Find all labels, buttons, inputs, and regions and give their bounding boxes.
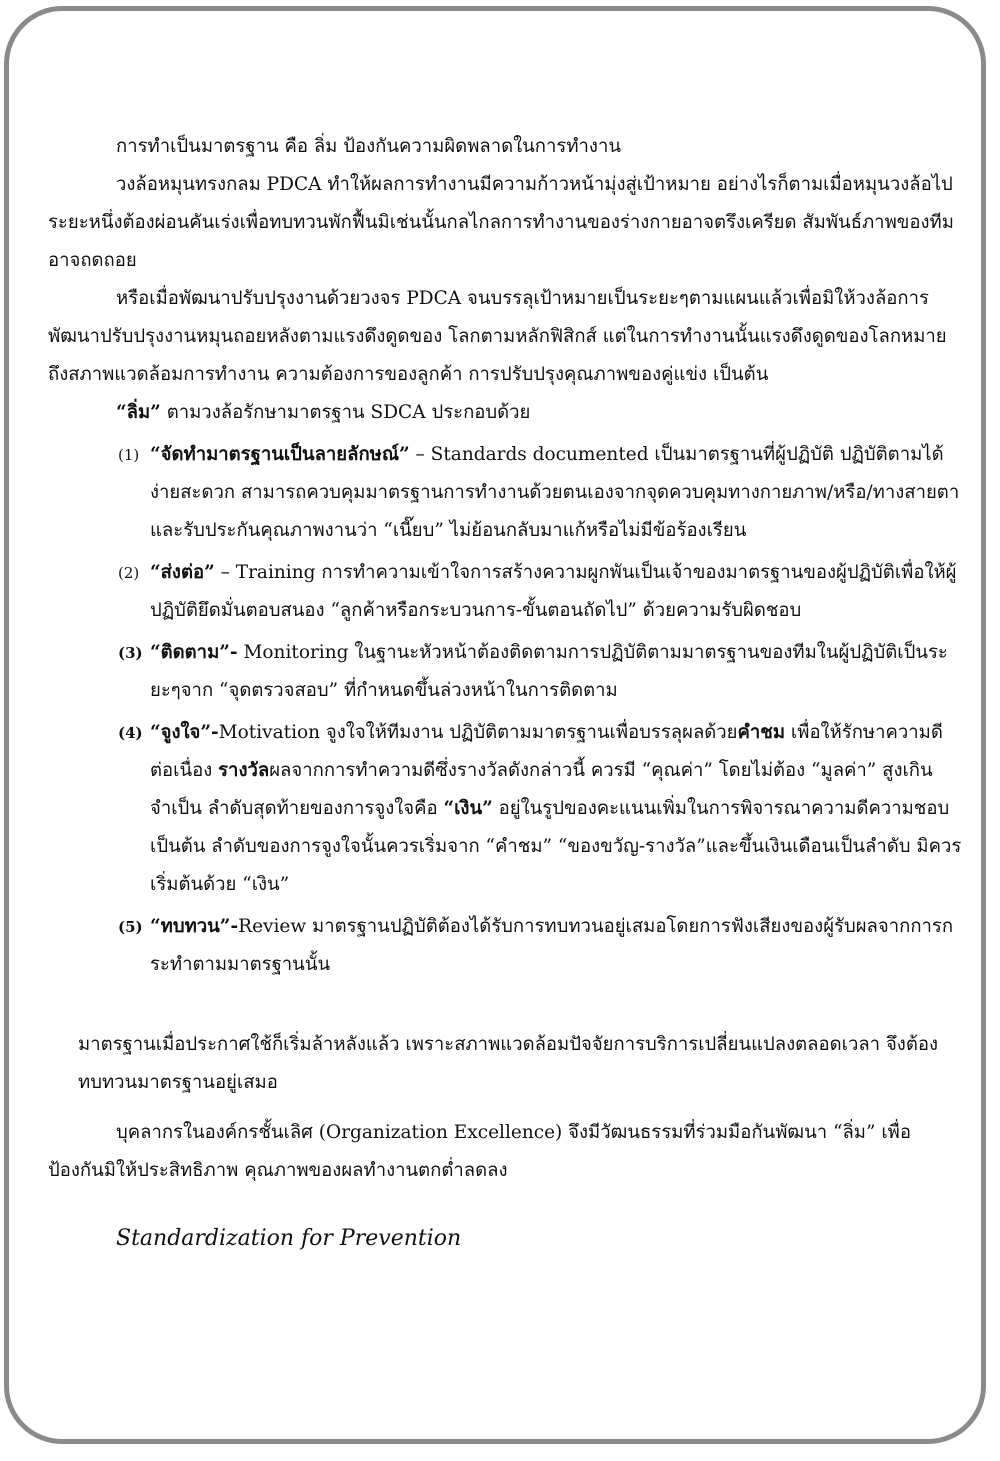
list-item-text: Motivation จูงใจให้ทีมงาน ปฏิบัติตามมาตรฐานเพื่อบรรลุผลด้วย [218,722,738,743]
document-body [48,128,963,1258]
pdca-paragraph: วงล้อหมุนทรงกลม PDCA ทำให้ผลการทำงานมีความก้าวหน้ามุ่งสู่เป้าหมาย อย่างไรก็ตามเมื่อหมุนวงล้อไประยะหนึ่งต้องผ่อนคันเร่งเพื่อทบทวนพักฟื้นมิเช่นนั้นกลไกลการทำงานของร่างกายอาจตรึงเครียด สัมพันธ์ภาพของทีมอาจถดถอย [48,174,954,271]
list-item-text: Monitoring ในฐานะหัวหน้าต้องติดตามการปฏิบัติตามมาตรฐานของทีมในผู้ปฏิบัติเป็นระยะๆจาก “จุดตรวจสอบ” ที่กำหนดขึ้นล่วงหน้าในการติดตาม [150,642,948,701]
list-item-title: “ส่งต่อ” [150,562,215,583]
list-item-text: เพื่อให้รักษาความดีต่อเนื่อง [150,722,943,781]
list-item-title: “ติดตาม”- [150,642,238,663]
closing-title: Standardization for Prevention [116,1226,462,1251]
list-item-emphasis: รางวัล [218,760,270,781]
pdca-improvement-paragraph: หรือเมื่อพัฒนาปรับปรุงงานด้วยวงจร PDCA จนบรรลุเป้าหมายเป็นระยะๆตามแผนแล้วเพื่อมิให้วงล้อการพัฒนาปรับปรุงงานหมุนถอยหลังตามแรงดึงดูดของ โลกตามหลักฟิสิกส์ แต่ในการทำงานนั้นแรงดึงดูดของโลกหมายถึงสภาพแวดล้อมการทำงาน ความต้องการของลูกค้า การปรับปรุงคุณภาพของคู่แข่ง เป็นต้น [48,288,947,385]
list-item-text: อยู่ในรูปของคะแนนเพิ่มในการพิจารณาความดีความชอบเป็นต้น ลำดับของการจูงใจนั้นควรเริ่มจาก “คำชม” “ของขวัญ-รางวัล”และขึ้นเงินเดือนเป็นลำดับ มิควรเริ่มต้นด้วย “เงิน” [150,798,962,895]
section-gap [48,988,963,1026]
list-item-title: “จูงใจ”- [150,722,219,743]
conclusion-paragraph: มาตรฐานเมื่อประกาศใช้ก็เริ่มล้าหลังแล้ว เพราะสภาพแวดล้อมปัจจัยการบริการเปลี่ยนแปลงตลอดเวลา จึงต้องทบทวนมาตรฐานอยู่เสมอ [78,1034,938,1093]
list-item [48,714,963,904]
list-number: (3) [118,644,143,662]
list-item-text: – Training การทำความเข้าใจการสร้างความผูกพันเป็นเจ้าของมาตรฐานของผู้ปฏิบัติเพื่อให้ผู้ปฏิบัติยึดมั่นตอบสนอง “ลูกค้าหรือกระบวนการ-ขั้นตอนถัดไป” ด้วยความรับผิดชอบ [150,562,957,621]
sdca-list [48,436,963,984]
list-item [48,908,963,984]
list-number: (5) [118,918,143,936]
list-number: (1) [118,446,140,464]
list-item-text: Review มาตรฐานปฏิบัติต้องได้รับการทบทวนอยู่เสมอโดยการฟังเสียงของผู้รับผลจากการกระทำตามมาตรฐานนั้น [150,916,954,975]
list-item-emphasis: “เงิน” [443,798,493,819]
lim-heading-rest: ตามวงล้อรักษามาตรฐาน SDCA ประกอบด้วย [160,402,531,423]
list-item-title: “จัดทำมาตรฐานเป็นลายลักษณ์” [150,444,410,465]
intro-line: การทำเป็นมาตรฐาน คือ ลิ่ม ป้องกันความผิดพลาดในการทำงาน [116,136,621,157]
list-item [48,554,963,630]
list-number: (4) [118,724,143,742]
list-item [48,436,963,550]
lim-heading [116,394,963,432]
list-item-title: “ทบทวน”- [150,916,239,937]
list-item-emphasis: คำชม [737,722,786,743]
list-item [48,634,963,710]
lim-heading-bold: “ลิ่ม” [116,402,161,423]
list-item-text: – Standards documented เป็นมาตรฐานที่ผู้ปฏิบัติ ปฏิบัติตามได้ง่ายสะดวก สามารถควบคุมมาตรฐานการทำงานด้วยตนเองจากจุดควบคุมทางกายภาพ/หรือ/ทางสายตาและรับประกันคุณภาพงานว่า “เนี๊ยบ” ไม่ย้อนกลับมาแก้หรือไม่มีข้อร้องเรียน [150,444,960,541]
list-item-text: ผลจากการทำความดีซึ่งรางวัลดังกล่าวนี้ ควรมี “คุณค่า” โดยไม่ต้อง “มูลค่า” สูงเกินจำเป็น ลำดับสุดท้ายของการจูงใจคือ [150,760,933,819]
list-number: (2) [118,564,140,582]
excellence-paragraph: บุคลากรในองค์กรชั้นเลิศ (Organization Excellence) จึงมีวัฒนธรรมที่ร่วมมือกันพัฒนา “ลิ่ม” เพื่อป้องกันมิให้ประสิทธิภาพ คุณภาพของผลทำงานตกต่ำลดลง [48,1122,911,1181]
